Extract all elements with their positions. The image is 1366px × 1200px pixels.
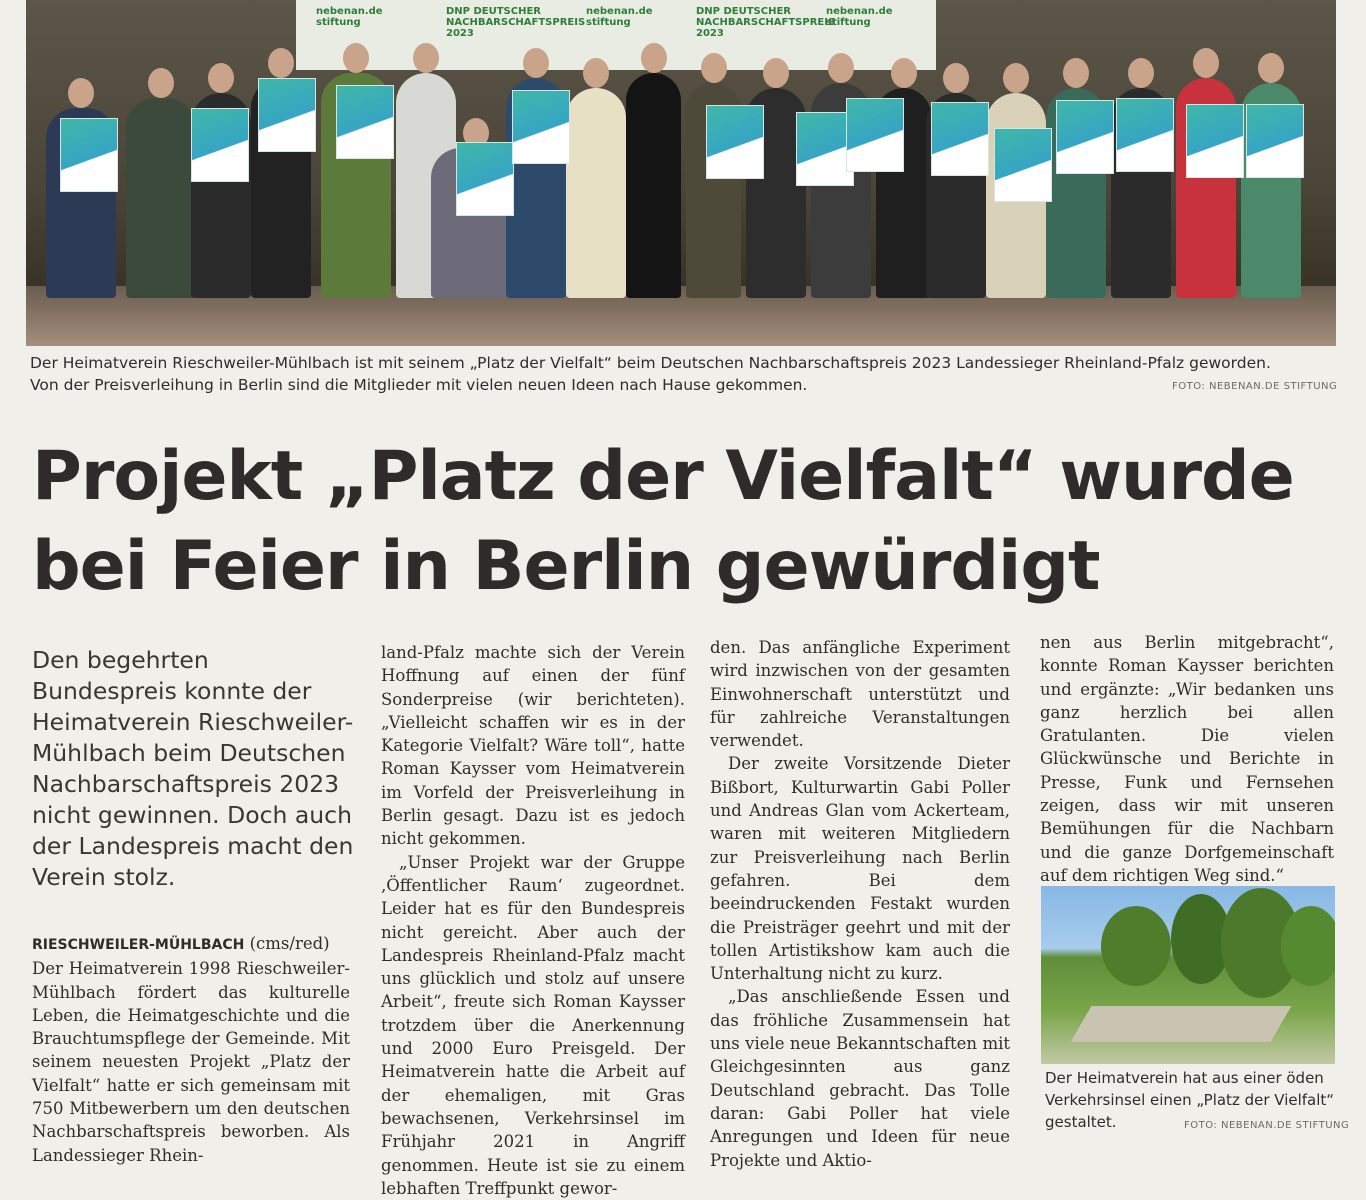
dateline: RIESCHWEILER-MÜHLBACH: [32, 937, 245, 953]
backdrop-logo: nebenan.de stiftung: [826, 6, 893, 28]
backdrop-logo: DNP DEUTSCHER NACHBARSCHAFTSPREIS 2023: [696, 6, 836, 39]
person-figure: [126, 98, 196, 298]
certificate: [60, 118, 118, 192]
small-photo-caption: Der Heimatverein hat aus einer öden Verkehrsinsel einen „Platz der Vielfalt“ gestaltet.: [1045, 1069, 1335, 1131]
certificate: [1056, 100, 1114, 174]
source-tag: (cms/red): [244, 934, 330, 953]
certificate: [846, 98, 904, 172]
certificate: [191, 108, 249, 182]
certificate: [456, 142, 514, 216]
headline-line: bei Feier in Berlin gewürdigt: [32, 527, 1100, 606]
certificate: [1186, 104, 1244, 178]
certificate: [1246, 104, 1304, 178]
backdrop-logo: DNP DEUTSCHER NACHBARSCHAFTSPREIS 2023: [446, 6, 586, 39]
article-paragraph: „Das anschließende Essen und das fröhliche Zusammensein hat uns viele neue Bekanntschaften mit Gleichgesinnten aus ganz Deutschland gebracht. Das Tolle daran: Gabi Poller hat viele Anregungen und Ideen für neue Projekte und Aktio-: [710, 987, 1010, 1170]
certificate: [258, 78, 316, 152]
article-paragraph: Der zweite Vorsitzende Dieter Bißbort, Kulturwartin Gabi Poller und Andreas Glan vom Ackerteam, waren mit weiteren Mitgliedern zur Preisverleihung nach Berlin gefahren. Bei dem beeindruckenden Festakt wurden die Preisträger geehrt und mit der tollen Artistikshow kam auch die Unterhaltung nicht zu kurz.: [710, 754, 1010, 984]
gravel-path: [1071, 1006, 1292, 1042]
certificate: [706, 105, 764, 179]
article-column-2: [381, 641, 685, 1200]
article-lead: Den begehrten Bundespreis konnte der Heimatverein Rieschweiler-Mühlbach beim Deutschen Nachbarschaftspreis 2023 nicht gewinnen. Doch auch der Landespreis macht den Verein stolz.: [32, 646, 354, 891]
certificate: [512, 90, 570, 164]
article-paragraph: „Unser Projekt war der Gruppe ‚Öffentlicher Raum‘ zugeordnet. Leider hat es für den Bundespreis nicht gereicht. Aber auch der Landespreis Rheinland-Pfalz macht uns glücklich und stolz auf unsere Arbeit“, freute sich Roman Kaysser trotzdem über die Anerkennung und 2000 Euro Preisgeld. Der Heimatverein hatte die Arbeit auf der ehemaligen, mit Gras bewachsenen, Verkehrsinsel im Frühjahr 2021 in Angriff genommen. Heute ist sie zu einem lebhaften Treffpunkt gewor-: [381, 852, 685, 1198]
tree-shape: [1101, 906, 1171, 986]
article-paragraph: nen aus Berlin mitgebracht“, konnte Roman Kaysser berichten und ergänzte: „Wir bedanken uns ganz herzlich bei allen Gratulanten. Die vielen Glückwünsche und Berichte in Presse, Funk und Fernsehen zeigen, dass wir mit unseren Bemühungen für die Nachbarn und die ganze Dorfgemeinschaft auf dem richtigen Weg sind.“: [1040, 633, 1334, 885]
traffic-island-photo: [1041, 886, 1335, 1064]
small-photo-credit: FOTO: NEBENAN.DE STIFTUNG: [1184, 1120, 1350, 1131]
certificate: [994, 128, 1052, 202]
backdrop-logo: nebenan.de stiftung: [586, 6, 653, 28]
photo-credit: FOTO: NEBENAN.DE STIFTUNG: [1172, 381, 1338, 392]
photo-caption: [30, 352, 1336, 396]
caption-line: Von der Preisverleihung in Berlin sind die Mitglieder mit vielen neuen Ideen nach Hause gekommen.: [30, 376, 808, 394]
caption-line: Der Heimatverein Rieschweiler-Mühlbach ist mit seinem „Platz der Vielfalt“ beim Deutschen Nachbarschaftspreis 2023 Landessieger Rheinland-Pfalz geworden.: [30, 354, 1271, 372]
headline-line: Projekt „Platz der Vielfalt“ wurde: [32, 437, 1294, 516]
article-headline: [32, 432, 1332, 612]
certificate: [931, 102, 989, 176]
article-column-3: [710, 636, 1010, 1172]
article-paragraph: land-Pfalz machte sich der Verein Hoffnung auf einen der fünf Sonderpreise (wir berichteten). „Vielleicht schaffen wir es in der Kategorie Vielfalt? Wäre toll“, hatte Roman Kaysser vom Heimatverein im Vorfeld der Preisverleihung in Berlin gesagt. Dazu ist es jedoch nicht gekommen.: [381, 643, 685, 849]
certificate: [336, 85, 394, 159]
article-paragraph: Der Heimatverein 1998 Rieschweiler-Mühlbach fördert das kulturelle Leben, die Heimatgeschichte und die Brauchtumspflege der Gemeinde. Mit seinem neuesten Projekt „Platz der Vielfalt“ hatte er sich gemeinsam mit 750 Mitbewerbern um den deutschen Nachbarschaftspreis beworben. Als Landessieger Rhein-: [32, 959, 350, 1165]
backdrop-logo: nebenan.de stiftung: [316, 6, 383, 28]
article-paragraph: den. Das anfängliche Experiment wird inzwischen von der gesamten Einwohnerschaft unterstützt und für zahlreiche Veranstaltungen verwendet.: [710, 638, 1010, 751]
article-column-1: [32, 932, 350, 1167]
award-ceremony-photo: [26, 0, 1336, 346]
certificate: [1116, 98, 1174, 172]
person-figure: [566, 88, 626, 298]
person-figure: [626, 73, 681, 298]
tree-shape: [1281, 906, 1335, 986]
article-column-4: [1040, 631, 1334, 887]
